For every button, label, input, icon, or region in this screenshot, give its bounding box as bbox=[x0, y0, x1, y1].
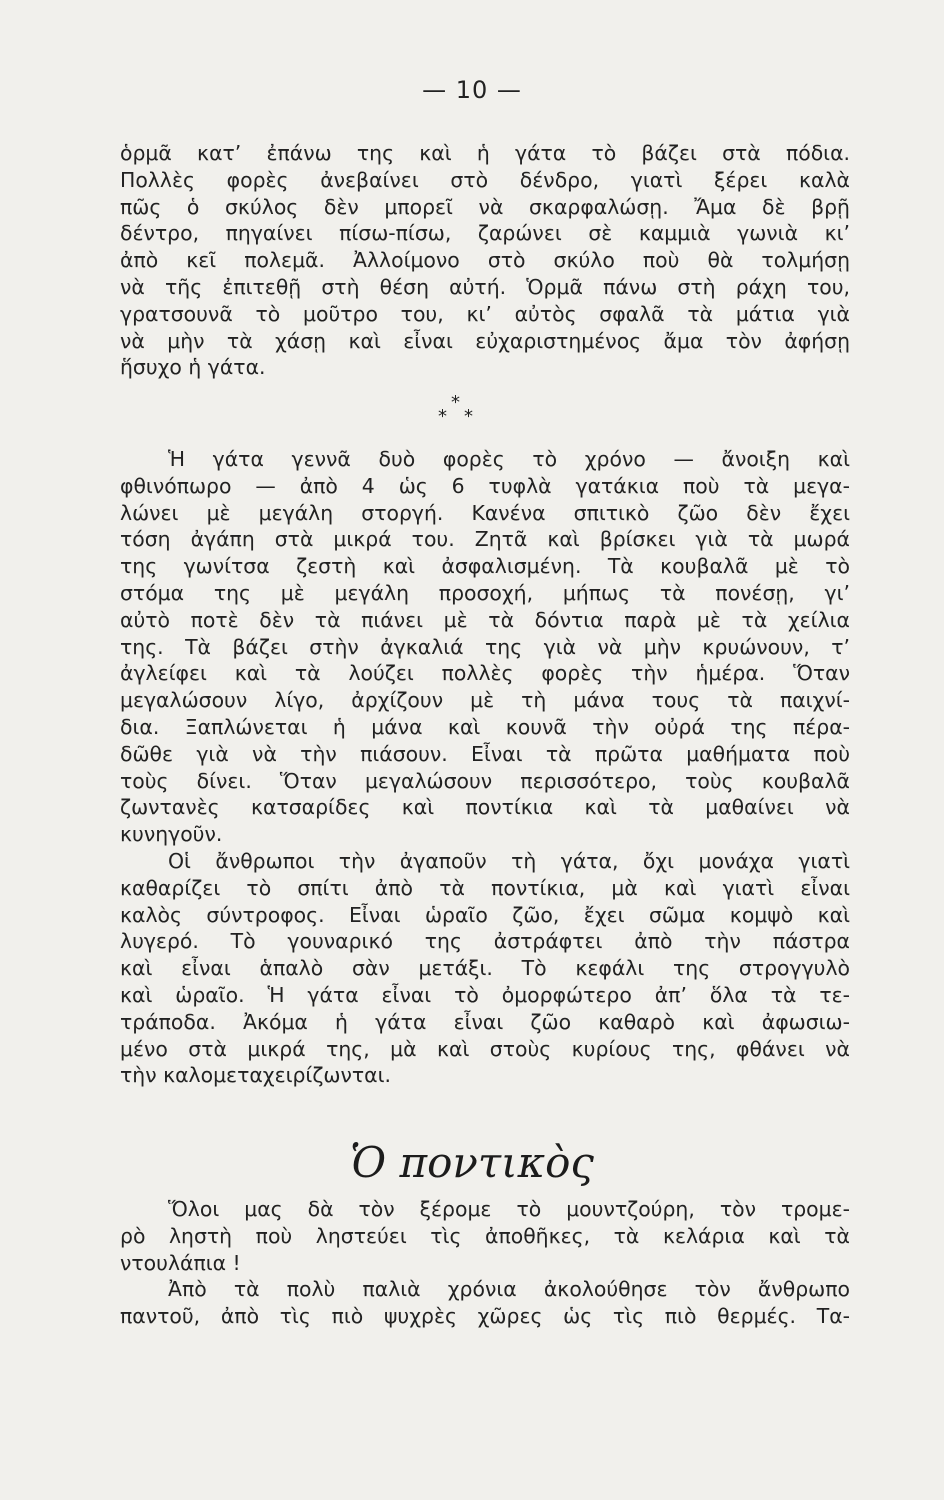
text-block-mouse bbox=[120, 1196, 850, 1330]
text-line: Ἡ γάτα γεννᾶ δυὸ φορὲς τὸ χρόνο — ἄνοιξη καὶ bbox=[168, 447, 850, 471]
text-line: ὁρμᾶ κατ’ ἐπάνω της καὶ ἡ γάτα τὸ βάζει στὰ πόδια. bbox=[120, 141, 850, 165]
text-line: ρὸ ληστὴ ποὺ ληστεύει τὶς ἀποθῆκες, τὰ κελάρια καὶ τὰ bbox=[120, 1223, 850, 1248]
text-line: δῶθε γιὰ νὰ τὴν πιάσουν. Εἶναι τὰ πρῶτα μαθήματα ποὺ bbox=[120, 741, 850, 766]
text-line: μεγαλώσουν λίγο, ἀρχίζουν μὲ τὴ μάνα τους τὰ παιχνί- bbox=[120, 688, 850, 713]
page-number: — 10 — bbox=[422, 76, 522, 104]
text-line: ἀγλείφει καὶ τὰ λούζει πολλὲς φορὲς τὴν ἡμέρα. Ὅταν bbox=[120, 661, 850, 686]
text-line: κυνηγοῦν. bbox=[120, 822, 223, 847]
text-line: καλὸς σύντροφος. Εἶναι ὡραῖο ζῶο, ἔχει σῶμα κομψὸ καὶ bbox=[120, 902, 850, 927]
asterism-separator bbox=[438, 392, 488, 436]
text-line: ζωντανὲς κατσαρίδες καὶ ποντίκια καὶ τὰ μαθαίνει νὰ bbox=[120, 795, 850, 820]
text-line: ἥσυχο ἡ γάτα. bbox=[120, 355, 266, 380]
text-line: φθινόπωρο — ἀπὸ 4 ὡς 6 τυφλὰ γατάκια ποὺ τὰ μεγα- bbox=[120, 473, 850, 498]
asterisk: * bbox=[438, 406, 447, 427]
text-block-dog-defense bbox=[120, 140, 850, 381]
text-line: πῶς ὁ σκύλος δὲν μπορεῖ νὰ σκαρφαλώσῃ. Ἄμα δὲ βρῇ bbox=[120, 194, 850, 219]
text-line: ἀπὸ κεῖ πολεμᾶ. Ἀλλοίμονο στὸ σκύλο ποὺ θὰ τολμήσῃ bbox=[120, 248, 850, 273]
text-line: δέντρο, πηγαίνει πίσω-πίσω, ζαρώνει σὲ καμμιὰ γωνιὰ κι’ bbox=[120, 221, 850, 246]
text-line: νὰ τῆς ἐπιτεθῇ στὴ θέση αὐτή. Ὁρμᾶ πάνω στὴ ράχη του, bbox=[120, 274, 850, 299]
asterisk: * bbox=[451, 392, 460, 413]
text-line: Ὅλοι μας δὰ τὸν ξέρομε τὸ μουντζούρη, τὸν τρομε- bbox=[168, 1197, 850, 1221]
text-line: νὰ μὴν τὰ χάσῃ καὶ εἶναι εὐχαριστημένος ἄμα τὸν ἀφήσῃ bbox=[120, 328, 850, 353]
text-block-kittens bbox=[120, 446, 850, 1089]
text-line: καθαρίζει τὸ σπίτι ἀπὸ τὰ ποντίκια, μὰ καὶ γιατὶ εἶναι bbox=[120, 875, 850, 900]
text-line: τὴν καλομεταχειρίζωνται. bbox=[120, 1063, 391, 1088]
text-line: παντοῦ, ἀπὸ τὶς πιὸ ψυχρὲς χῶρες ὡς τὶς πιὸ θερμές. Τα- bbox=[120, 1304, 850, 1329]
text-line: της γωνίτσα ζεστὴ καὶ ἀσφαλισμένη. Τὰ κουβαλᾶ μὲ τὸ bbox=[120, 554, 850, 579]
section-title: Ὁ ποντικὸς bbox=[350, 1138, 594, 1187]
text-line: δια. Ξαπλώνεται ἡ μάνα καὶ κουνᾶ τὴν οὐρά της πέρα- bbox=[120, 714, 850, 739]
text-line: Οἱ ἄνθρωποι τὴν ἀγαποῦν τὴ γάτα, ὄχι μονάχα γιατὶ bbox=[168, 848, 850, 873]
text-line: Πολλὲς φορὲς ἀνεβαίνει στὸ δένδρο, γιατὶ ξέρει καλὰ bbox=[120, 167, 850, 192]
text-line: αὐτὸ ποτὲ δὲν τὰ πιάνει μὲ τὰ δόντια παρὰ μὲ τὰ χείλια bbox=[120, 607, 850, 632]
text-line: ντουλάπια ! bbox=[120, 1250, 241, 1275]
text-line: μένο στὰ μικρά της, μὰ καὶ στοὺς κυρίους της, φθάνει νὰ bbox=[120, 1036, 850, 1061]
asterisk: * bbox=[464, 406, 473, 427]
text-line: λώνει μὲ μεγάλη στοργή. Κανένα σπιτικὸ ζῶο δὲν ἔχει bbox=[120, 500, 850, 525]
text-line: καὶ ὡραῖο. Ἡ γάτα εἶναι τὸ ὀμορφώτερο ἀπ’ ὅλα τὰ τε- bbox=[120, 982, 850, 1007]
text-line: τόση ἀγάπη στὰ μικρά του. Ζητᾶ καὶ βρίσκει γιὰ τὰ μωρά bbox=[120, 527, 850, 552]
text-line: καὶ εἶναι ἁπαλὸ σὰν μετάξι. Τὸ κεφάλι της στρογγυλὸ bbox=[120, 956, 850, 981]
text-line: λυγερό. Τὸ γουναρικό της ἀστράφτει ἀπὸ τὴν πάστρα bbox=[120, 929, 850, 954]
text-line: στόμα της μὲ μεγάλη προσοχή, μήπως τὰ πονέσῃ, γι’ bbox=[120, 580, 850, 605]
text-line: της. Τὰ βάζει στὴν ἀγκαλιά της γιὰ νὰ μὴν κρυώνουν, τ’ bbox=[120, 634, 850, 659]
text-line: τράποδα. Ἀκόμα ἡ γάτα εἶναι ζῶο καθαρὸ καὶ ἀφωσιω- bbox=[120, 1009, 850, 1034]
text-line: τοὺς δίνει. Ὅταν μεγαλώσουν περισσότερο, τοὺς κουβαλᾶ bbox=[120, 768, 850, 793]
text-line: γρατσουνᾶ τὸ μοῦτρο του, κι’ αὐτὸς σφαλᾶ τὰ μάτια γιὰ bbox=[120, 301, 850, 326]
text-line: Ἀπὸ τὰ πολὺ παλιὰ χρόνια ἀκολούθησε τὸν ἄνθρωπο bbox=[168, 1277, 850, 1302]
